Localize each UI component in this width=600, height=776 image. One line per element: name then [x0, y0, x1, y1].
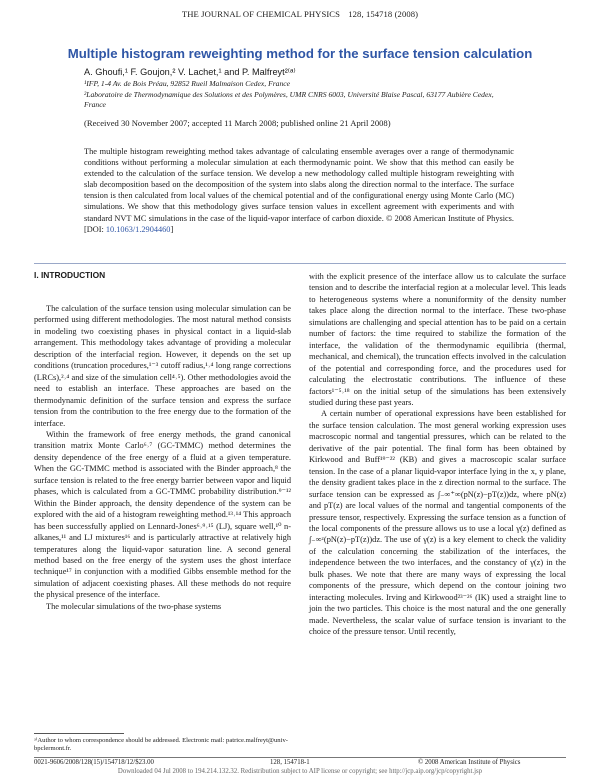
- received-dates: (Received 30 November 2007; accepted 11 March 2008; published online 21 April 2008): [84, 118, 391, 128]
- journal-name: THE JOURNAL OF CHEMICAL PHYSICS: [181, 9, 341, 19]
- affiliation-2: ²Laboratoire de Thermodynamique des Solutions et des Polymères, UMR CNRS 6003, Université Blaise Pascal, 63177 Aubière Cedex, France: [84, 90, 494, 109]
- journal-volume: 128, 154718 (2008): [348, 9, 419, 19]
- footer-code: 0021-9606/2008/128(15)/154718/12/$23.00: [34, 759, 154, 766]
- section-heading: I. INTRODUCTION: [34, 270, 106, 280]
- paragraph: Within the framework of free energy methods, the grand canonical transition matrix Monte Carlo⁶˒⁷ (GC-TMMC) method determines the density dependence of the free energy of a fluid at a given temperature. When the GC-TMMC method is associated with the Binder approach,⁸ the surface tension is related to the free energy barrier between vapor and liquid phases, which is calculated from a GC-TMMC probability distribution.⁹⁻¹² Within the Binder approach, the density dependence of the system can be explored with the aid of a histogram reweighting method.¹³˒¹⁴ This approach has been successfully applied on Lennard-Jones⁶˒⁹˒¹⁵ (LJ), square well,¹⁰ n-alkanes,¹¹ and LJ mixtures¹⁶ and is particularly attractive at relatively high temperatures along the liquid-vapor saturation line. A second general method based on the free energy of the system uses the ghost interface technique¹⁷ in conjunction with a modified Gibbs ensemble method for the simulation of adjacent coexisting phases. All these methods do not require the physical presence of the interface.: [34, 429, 291, 600]
- affiliation-1: ¹IFP, 1-4 Av. de Bois Préau, 92852 Rueil Malmaison Cedex, France: [84, 79, 291, 88]
- author-list: A. Ghoufi,¹ F. Goujon,² V. Lachet,¹ and P. Malfreyt²⁽ᵃ⁾: [84, 67, 296, 77]
- doi-suffix: ]: [170, 224, 174, 234]
- footer-copyright: © 2008 American Institute of Physics: [418, 759, 521, 766]
- paragraph: The calculation of the surface tension using molecular simulation can be performed using different methodologies. The most natural method consists in modeling two coexisting phases in physical contact in a liquid-slab arrangement. This methodology takes advantage of providing a molecular description of the interfacial region. However, it depends on the set up conditions (truncation procedures,¹⁻³ cutoff radius,¹˒⁴ long range corrections (LRCs),²˒⁴ and size of the simulation cell⁴˒⁵). Other methodologies avoid the need to establish an interface. These approaches are based on the thermodynamic definition of the surface tension and express the surface tension from the contribution to the free energy due to the formation of the interface.: [34, 304, 291, 428]
- paragraph: The molecular simulations of the two-phase systems: [46, 601, 222, 611]
- footnote-divider: [34, 733, 124, 734]
- left-column: [34, 303, 291, 612]
- doi-prefix: [DOI:: [84, 224, 104, 234]
- download-notice: Downloaded 04 Jul 2008 to 194.214.132.32. Redistribution subject to AIP license or copyright; see http://jcp.aip.org/jcp/copyright.jsp: [117, 768, 483, 775]
- doi-link[interactable]: 10.1063/1.2904460: [105, 224, 171, 234]
- footnote: ᵃ⁾Author to whom correspondence should be addressed. Electronic mail: patrice.malfreyt@univ-bpclermont.fr.: [34, 737, 288, 752]
- paper-title: Multiple histogram reweighting method for the surface tension calculation: [67, 46, 533, 61]
- footer-divider: [34, 757, 566, 758]
- right-column: [309, 271, 566, 638]
- abstract: [84, 146, 514, 235]
- footer-page: 128, 154718-1: [270, 759, 310, 766]
- abstract-text: The multiple histogram reweighting method takes advantage of calculating ensemble averages over a range of thermodynamic conditions without performing a molecular simulation at each thermodynamic point. We show that this method can easily be extended to the calculation of the surface tension. We develop a new methodology called multiple histogram reweighting with slab decomposition based on the decomposition of the system into slabs along the direction normal to the interface. The surface tension is then calculated from local values of the chemical potential and of the configurational energy using Monte Carlo (MC) simulations. We show that this methodology gives surface tension values in excellent agreement with experiments and with standard NVT MC simulations in the case of the liquid-vapor interface of carbon dioxide. © 2008 American Institute of Physics.: [84, 147, 514, 223]
- journal-header: [0, 9, 600, 19]
- paragraph: with the explicit presence of the interface allow us to calculate the surface tension and to describe the interfacial region at a molecular level. This leads to heterogeneous systems where a nonuniformity of the density number takes place along the direction normal to the interface. These two-phase simulations are challenging and special attention has to be paid on a certain number of factors: the time required to stabilize the formation of the interface, the validation of the thermodynamic equilibria (thermal, mechanical, and chemical), the truncation effects involved in the calculation of the potential and corresponding force, and the procedures used for calculating the electrostatic contributions. The influence of these factors¹⁻⁵˒¹⁸ on the initial setup of the simulations has been extensively studied during these past years.: [309, 272, 566, 407]
- abstract-divider: [34, 263, 566, 264]
- paragraph: A certain number of operational expressions have been established for the surface tension calculation. The most general working expression uses macroscopic normal and tangential pressures, which can be related to the derivative of the pair potential. The final form has been obtained by Kirkwood and Buff¹⁹⁻²² (KB) and gives a macroscopic scalar surface tension. In the case of a planar liquid-vapor interface lying in the x, y plane, the density gradient takes place in the z direction normal to the surface. The surface tension can be expressed as ∫₋∞⁺∞(pN(z)−pT(z))dz, where pN(z) and pT(z) are local values of the normal and tangential components of the pressure tensor, respectively. Expressing the surface tension as a function of the local components of the pressure allows us to use a local γ(z) defined as ∫₋∞ᶻ(pN(z)−pT(z))dz. The use of γ(z) is a key element to check the validity of the calculation concerning the stabilization of the interfaces, the independence between the two interfaces, and the constancy of γ(z) in the bulk phases. We note that there are many ways of expressing the local components of the pressure, which depend on the contour joining two interacting molecules. Irving and Kirkwood²³⁻²⁶ (IK) used a straight line to join the two particles. This choice is the most natural and the one generally made. Nevertheless, the scalar value of surface tension is invariant to the choice of the pressure tensor. Until recently,: [309, 409, 566, 637]
